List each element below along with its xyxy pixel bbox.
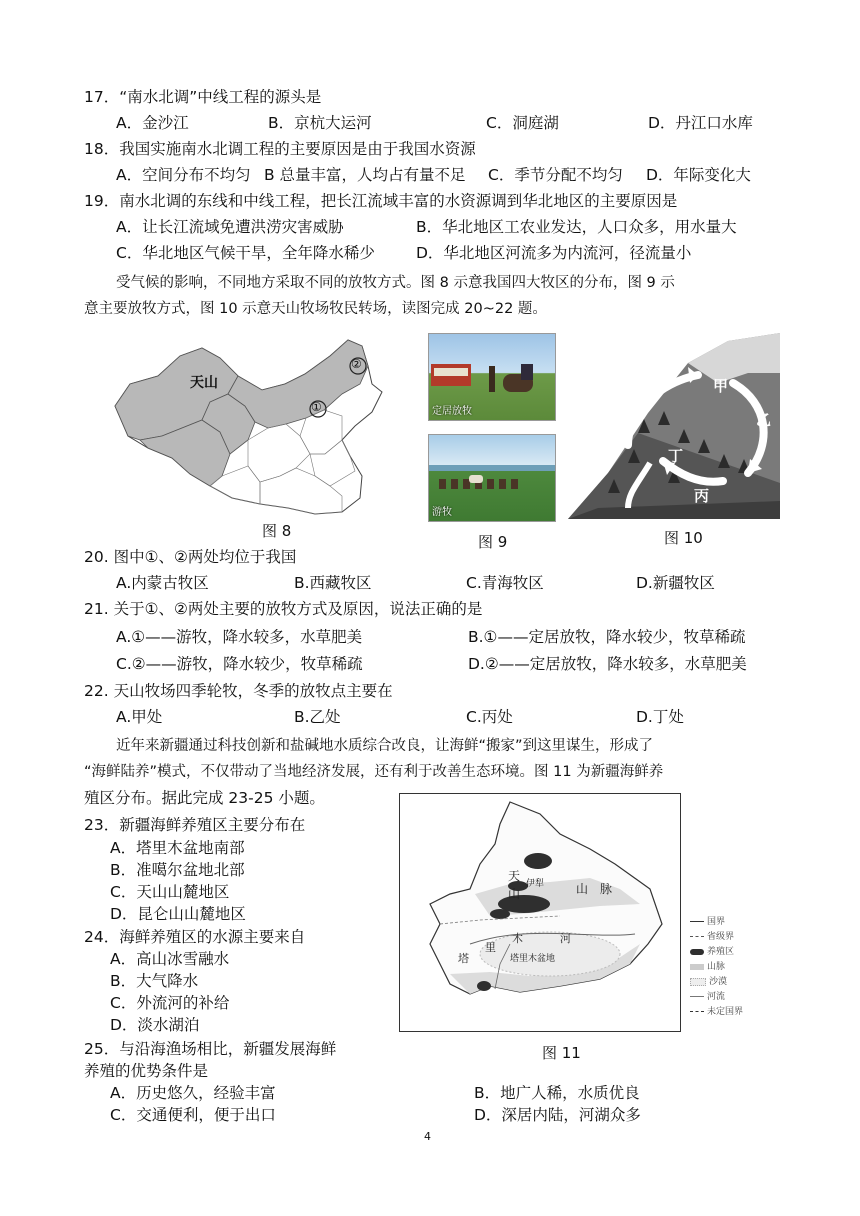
intro-20-22-line2: 意主要放牧方式，图 10 示意天山牧场牧民转场，读图完成 20~22 题。 xyxy=(84,301,547,317)
q21-stem: 21. 关于①、②两处主要的放牧方式及原因，说法正确的是 xyxy=(84,600,483,618)
q21-option-a[interactable]: A.①——游牧，降水较多，水草肥美 xyxy=(116,628,363,646)
q23-option-b[interactable]: B．准噶尔盆地北部 xyxy=(110,861,245,879)
q25-option-c[interactable]: C．交通便利，便于出口 xyxy=(110,1106,276,1124)
q19-option-b[interactable]: B．华北地区工农业发达，人口众多，用水量大 xyxy=(416,218,737,236)
q25-stem-line2: 养殖的优势条件是 xyxy=(84,1062,209,1080)
fig11-label-yili: 伊犁 xyxy=(526,879,545,889)
legend-provincial-border: 省级界 xyxy=(707,932,735,942)
q24-option-a[interactable]: A．高山冰雪融水 xyxy=(110,950,230,968)
q22-option-d[interactable]: D.丁处 xyxy=(636,708,684,726)
q18-option-b[interactable]: B 总量丰富，人均占有量不足 xyxy=(264,166,466,184)
q19-option-c[interactable]: C．华北地区气候干旱，全年降水稀少 xyxy=(116,244,375,262)
figure-9-caption: 图 9 xyxy=(478,533,508,551)
q20-stem: 20. 图中①、②两处均位于我国 xyxy=(84,548,297,566)
intro-23-25-line1: 近年来新疆通过科技创新和盐碱地水质综合改良，让海鲜“搬家”到这里谋生，形成了 xyxy=(116,738,654,754)
q20-option-b[interactable]: B.西藏牧区 xyxy=(294,574,372,592)
fig11-label-tian: 天 xyxy=(508,869,521,883)
q23-option-a[interactable]: A．塔里木盆地南部 xyxy=(110,839,245,857)
legend-national-border: 国界 xyxy=(707,917,726,927)
fig11-label-tarim-basin: 塔里木盆地 xyxy=(510,954,556,964)
figure-9-photo-nomadic-grazing xyxy=(428,434,556,522)
q17-option-c[interactable]: C．洞庭湖 xyxy=(486,114,559,132)
fig9-photo2-label: 游牧 xyxy=(432,507,452,518)
figure-10-caption: 图 10 xyxy=(664,529,703,547)
fig8-label-tianshan: 天山 xyxy=(190,375,218,391)
fig8-marker-2: ② xyxy=(351,357,362,371)
q18-stem: 18．我国实施南水北调工程的主要原因是由于我国水资源 xyxy=(84,140,476,158)
q18-option-c[interactable]: C．季节分配不均匀 xyxy=(488,166,623,184)
q19-option-a[interactable]: A．让长江流域免遭洪涝灾害威胁 xyxy=(116,218,344,236)
fig11-label-mai: 脉 xyxy=(600,882,613,896)
q22-option-a[interactable]: A.甲处 xyxy=(116,708,163,726)
q19-option-d[interactable]: D．华北地区河流多为内流河，径流量小 xyxy=(416,244,692,262)
fig10-label-bing: 丙 xyxy=(694,487,710,505)
legend-undetermined-border: 未定国界 xyxy=(707,1007,744,1017)
q20-option-d[interactable]: D.新疆牧区 xyxy=(636,574,715,592)
q21-option-c[interactable]: C.②——游牧，降水较少，牧草稀疏 xyxy=(116,655,363,673)
fig11-label-he: 河 xyxy=(560,932,571,945)
q23-option-c[interactable]: C．天山山麓地区 xyxy=(110,883,230,901)
q22-stem: 22. 天山牧场四季轮牧，冬季的放牧点主要在 xyxy=(84,682,393,700)
q17-option-d[interactable]: D．丹江口水库 xyxy=(648,114,753,132)
q23-stem: 23．新疆海鲜养殖区主要分布在 xyxy=(84,816,306,834)
figure-10-mountain-pasture xyxy=(568,333,780,519)
fig11-label-ta: 塔 xyxy=(458,952,469,965)
q21-option-d[interactable]: D.②——定居放牧，降水较多，水草肥美 xyxy=(468,655,747,673)
fig11-label-mu: 木 xyxy=(512,932,523,945)
q24-option-d[interactable]: D．淡水湖泊 xyxy=(110,1016,200,1034)
q24-stem: 24．海鲜养殖区的水源主要来自 xyxy=(84,928,306,946)
intro-20-22-line1: 受气候的影响，不同地方采取不同的放牧方式。图 8 示意我国四大牧区的分布，图 9 示 xyxy=(116,275,675,291)
fig11-label-shan: 山 xyxy=(508,887,521,901)
fig8-marker-1: ① xyxy=(311,400,322,414)
intro-23-25-line2: “海鲜陆养”模式，不仅带动了当地经济发展，还有利于改善生态环境。图 11 为新疆海鲜养 xyxy=(84,764,664,780)
q17-option-a[interactable]: A．金沙江 xyxy=(116,114,189,132)
page-number: 4 xyxy=(424,1130,431,1143)
q25-stem-line1: 25．与沿海渔场相比，新疆发展海鲜 xyxy=(84,1040,337,1058)
q22-option-b[interactable]: B.乙处 xyxy=(294,708,341,726)
legend-river: 河流 xyxy=(707,992,726,1002)
fig10-label-jia: 甲 xyxy=(713,377,729,395)
figure-11-caption: 图 11 xyxy=(542,1044,581,1062)
figure-11-legend xyxy=(690,915,743,1020)
q25-option-d[interactable]: D．深居内陆，河湖众多 xyxy=(474,1106,641,1124)
q24-option-c[interactable]: C．外流河的补给 xyxy=(110,994,230,1012)
q23-option-d[interactable]: D．昆仑山山麓地区 xyxy=(110,905,246,923)
q24-option-b[interactable]: B．大气降水 xyxy=(110,972,199,990)
legend-aquaculture-area: 养殖区 xyxy=(707,947,735,957)
fig11-label-shanmai-shan: 山 xyxy=(576,882,589,896)
figure-8-caption: 图 8 xyxy=(262,522,292,540)
legend-mountains: 山脉 xyxy=(707,962,726,972)
fig10-label-ding: 丁 xyxy=(668,447,684,465)
legend-desert: 沙漠 xyxy=(709,977,728,987)
figure-11-xinjiang-map xyxy=(399,793,681,1032)
q25-option-b[interactable]: B．地广人稀，水质优良 xyxy=(474,1084,640,1102)
q20-option-c[interactable]: C.青海牧区 xyxy=(466,574,544,592)
q22-option-c[interactable]: C.丙处 xyxy=(466,708,513,726)
figure-8-china-map xyxy=(110,336,385,516)
q20-option-a[interactable]: A.内蒙古牧区 xyxy=(116,574,209,592)
q18-option-d[interactable]: D．年际变化大 xyxy=(646,166,751,184)
q25-option-a[interactable]: A．历史悠久，经验丰富 xyxy=(110,1084,276,1102)
q21-option-b[interactable]: B.①——定居放牧，降水较少，牧草稀疏 xyxy=(468,628,746,646)
q18-option-a[interactable]: A．空间分布不均匀 xyxy=(116,166,251,184)
fig10-label-yi: 乙 xyxy=(756,411,772,429)
q19-stem: 19．南水北调的东线和中线工程，把长江流域丰富的水资源调到华北地区的主要原因是 xyxy=(84,192,678,210)
fig9-photo1-label: 定居放牧 xyxy=(432,406,472,417)
fig11-label-li: 里 xyxy=(485,941,496,954)
intro-23-25-line3: 殖区分布。据此完成 23-25 小题。 xyxy=(84,789,325,807)
figure-9-photo-settled-grazing xyxy=(428,333,556,421)
q17-option-b[interactable]: B．京杭大运河 xyxy=(268,114,372,132)
q17-stem: 17．“南水北调”中线工程的源头是 xyxy=(84,88,322,106)
